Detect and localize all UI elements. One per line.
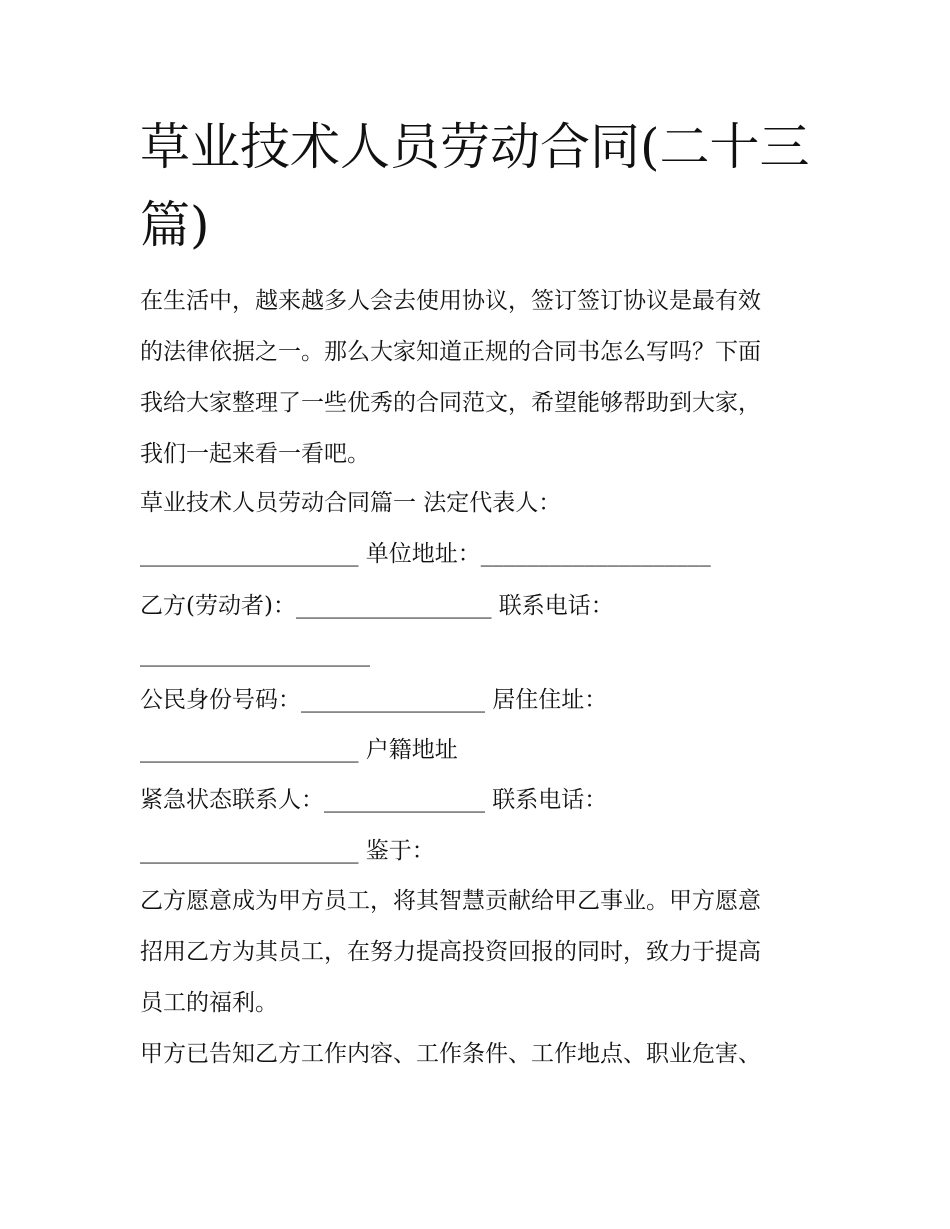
form-field-line: ___________________ 单位地址：____________________ bbox=[140, 541, 711, 567]
paragraph-line: 乙方愿意成为甲方员工，将其智慧贡献给甲乙事业。甲方愿意 bbox=[140, 888, 761, 914]
form-field-line: ___________________ 户籍地址 bbox=[140, 737, 458, 763]
paragraph-line: 我给大家整理了一些优秀的合同范文，希望能够帮助到大家， bbox=[140, 390, 761, 416]
paragraph-line: 我们一起来看一看吧。 bbox=[140, 441, 370, 467]
paragraph-line: 甲方已告知乙方工作内容、工作条件、工作地点、职业危害、 bbox=[140, 1041, 761, 1067]
paragraph-line: 员工的福利。 bbox=[140, 990, 278, 1016]
form-field-line: ___________________ 鉴于： bbox=[140, 838, 435, 864]
paragraph-line: 在生活中，越来越多人会去使用协议，签订签订协议是最有效 bbox=[140, 288, 761, 314]
form-field-line: 公民身份号码：________________ 居住住址： bbox=[140, 687, 608, 713]
document-title: 草业技术人员劳动合同(二十三篇) bbox=[140, 118, 810, 254]
form-field-line: ____________________ bbox=[140, 641, 370, 667]
form-field-line: 紧急状态联系人：______________ 联系电话： bbox=[140, 787, 608, 813]
form-field-line: 乙方(劳动者)：_________________ 联系电话： bbox=[140, 593, 614, 619]
paragraph-line: 的法律依据之一。那么大家知道正规的合同书怎么写吗？下面 bbox=[140, 339, 761, 365]
paragraph-line: 招用乙方为其员工，在努力提高投资回报的同时，致力于提高 bbox=[140, 939, 761, 965]
section-heading-line: 草业技术人员劳动合同篇一 法定代表人： bbox=[140, 490, 562, 516]
